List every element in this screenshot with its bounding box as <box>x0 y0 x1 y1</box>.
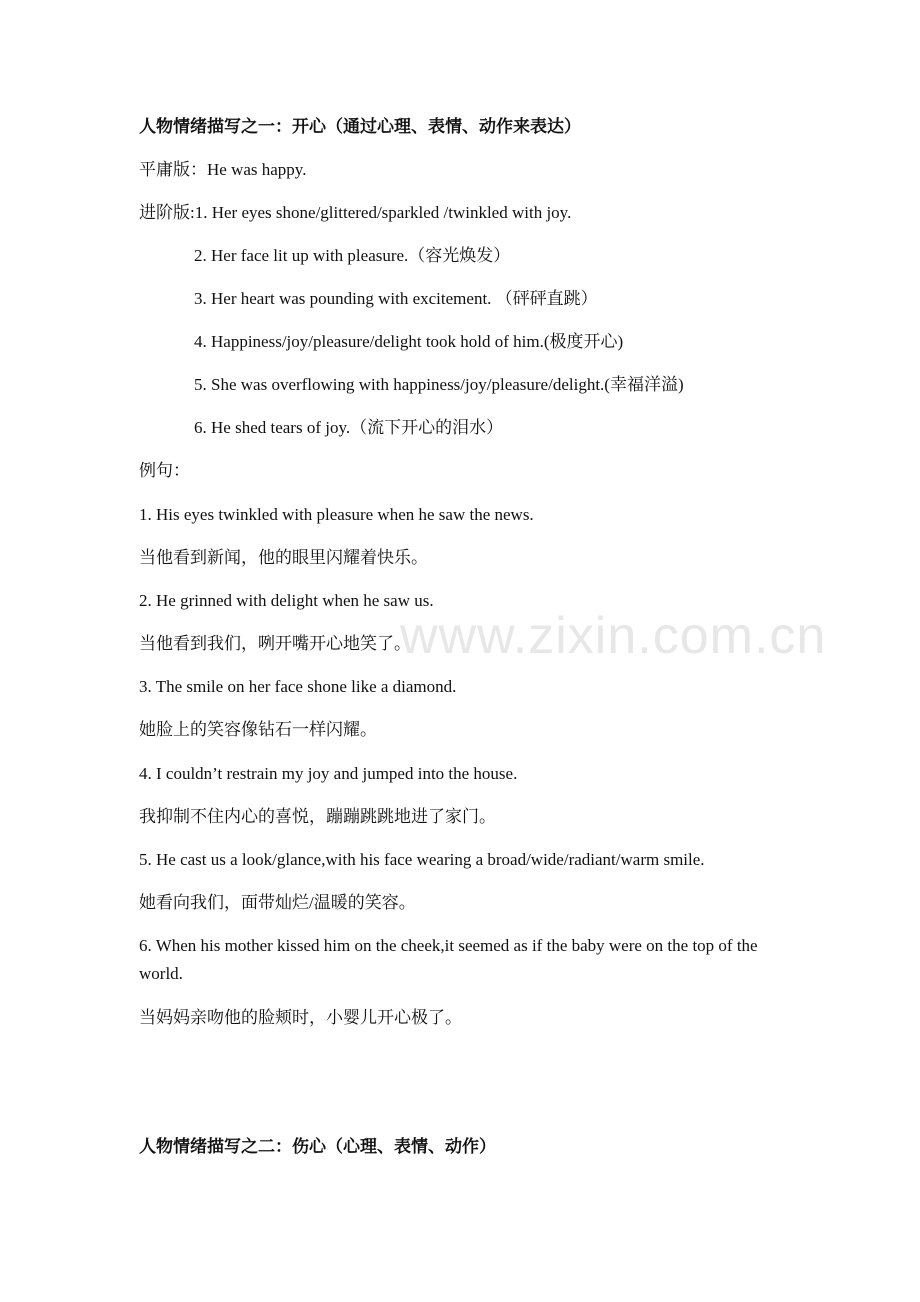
example-2-zh: 当他看到我们，咧开嘴开心地笑了。 <box>139 634 411 653</box>
example-3-zh: 她脸上的笑容像钻石一样闪耀。 <box>139 720 377 739</box>
examples-label: 例句： <box>139 461 190 480</box>
example-5-en: 5. He cast us a look/glance,with his face wearing a broad/wide/radiant/warm smile. <box>139 850 705 869</box>
example-5-zh: 她看向我们，面带灿烂/温暖的笑容。 <box>139 893 416 912</box>
example-4-zh: 我抑制不住内心的喜悦，蹦蹦跳跳地进了家门。 <box>139 807 496 826</box>
advanced-line-5: 5. She was overflowing with happiness/joy/pleasure/delight.(幸福洋溢) <box>194 375 684 394</box>
plain-version: 平庸版：He was happy. <box>139 160 307 179</box>
advanced-line-1: 进阶版:1. Her eyes shone/glittered/sparkled /twinkled with joy. <box>139 203 572 222</box>
advanced-line-4: 4. Happiness/joy/pleasure/delight took hold of him.(极度开心) <box>194 332 624 351</box>
example-6-en: 6. When his mother kissed him on the cheek,it seemed as if the baby were on the top of the world. <box>139 936 758 983</box>
advanced-line-6: 6. He shed tears of joy.（流下开心的泪水） <box>194 418 504 437</box>
example-4-en: 4. I couldn’t restrain my joy and jumped into the house. <box>139 764 518 783</box>
advanced-line-3: 3. Her heart was pounding with excitement. （砰砰直跳） <box>194 289 598 308</box>
section2-title: 人物情绪描写之二：伤心（心理、表情、动作） <box>139 1137 496 1156</box>
example-1-zh: 当他看到新闻，他的眼里闪耀着快乐。 <box>139 548 428 567</box>
example-6-zh: 当妈妈亲吻他的脸颊时，小婴儿开心极了。 <box>139 1008 462 1027</box>
section1-title: 人物情绪描写之一：开心（通过心理、表情、动作来表达） <box>139 117 581 136</box>
example-2-en: 2. He grinned with delight when he saw us. <box>139 591 434 610</box>
example-1-en: 1. His eyes twinkled with pleasure when he saw the news. <box>139 505 534 524</box>
watermark: www.zixin.com.cn <box>400 607 827 665</box>
advanced-line-2: 2. Her face lit up with pleasure.（容光焕发） <box>194 246 511 265</box>
example-3-en: 3. The smile on her face shone like a diamond. <box>139 677 457 696</box>
